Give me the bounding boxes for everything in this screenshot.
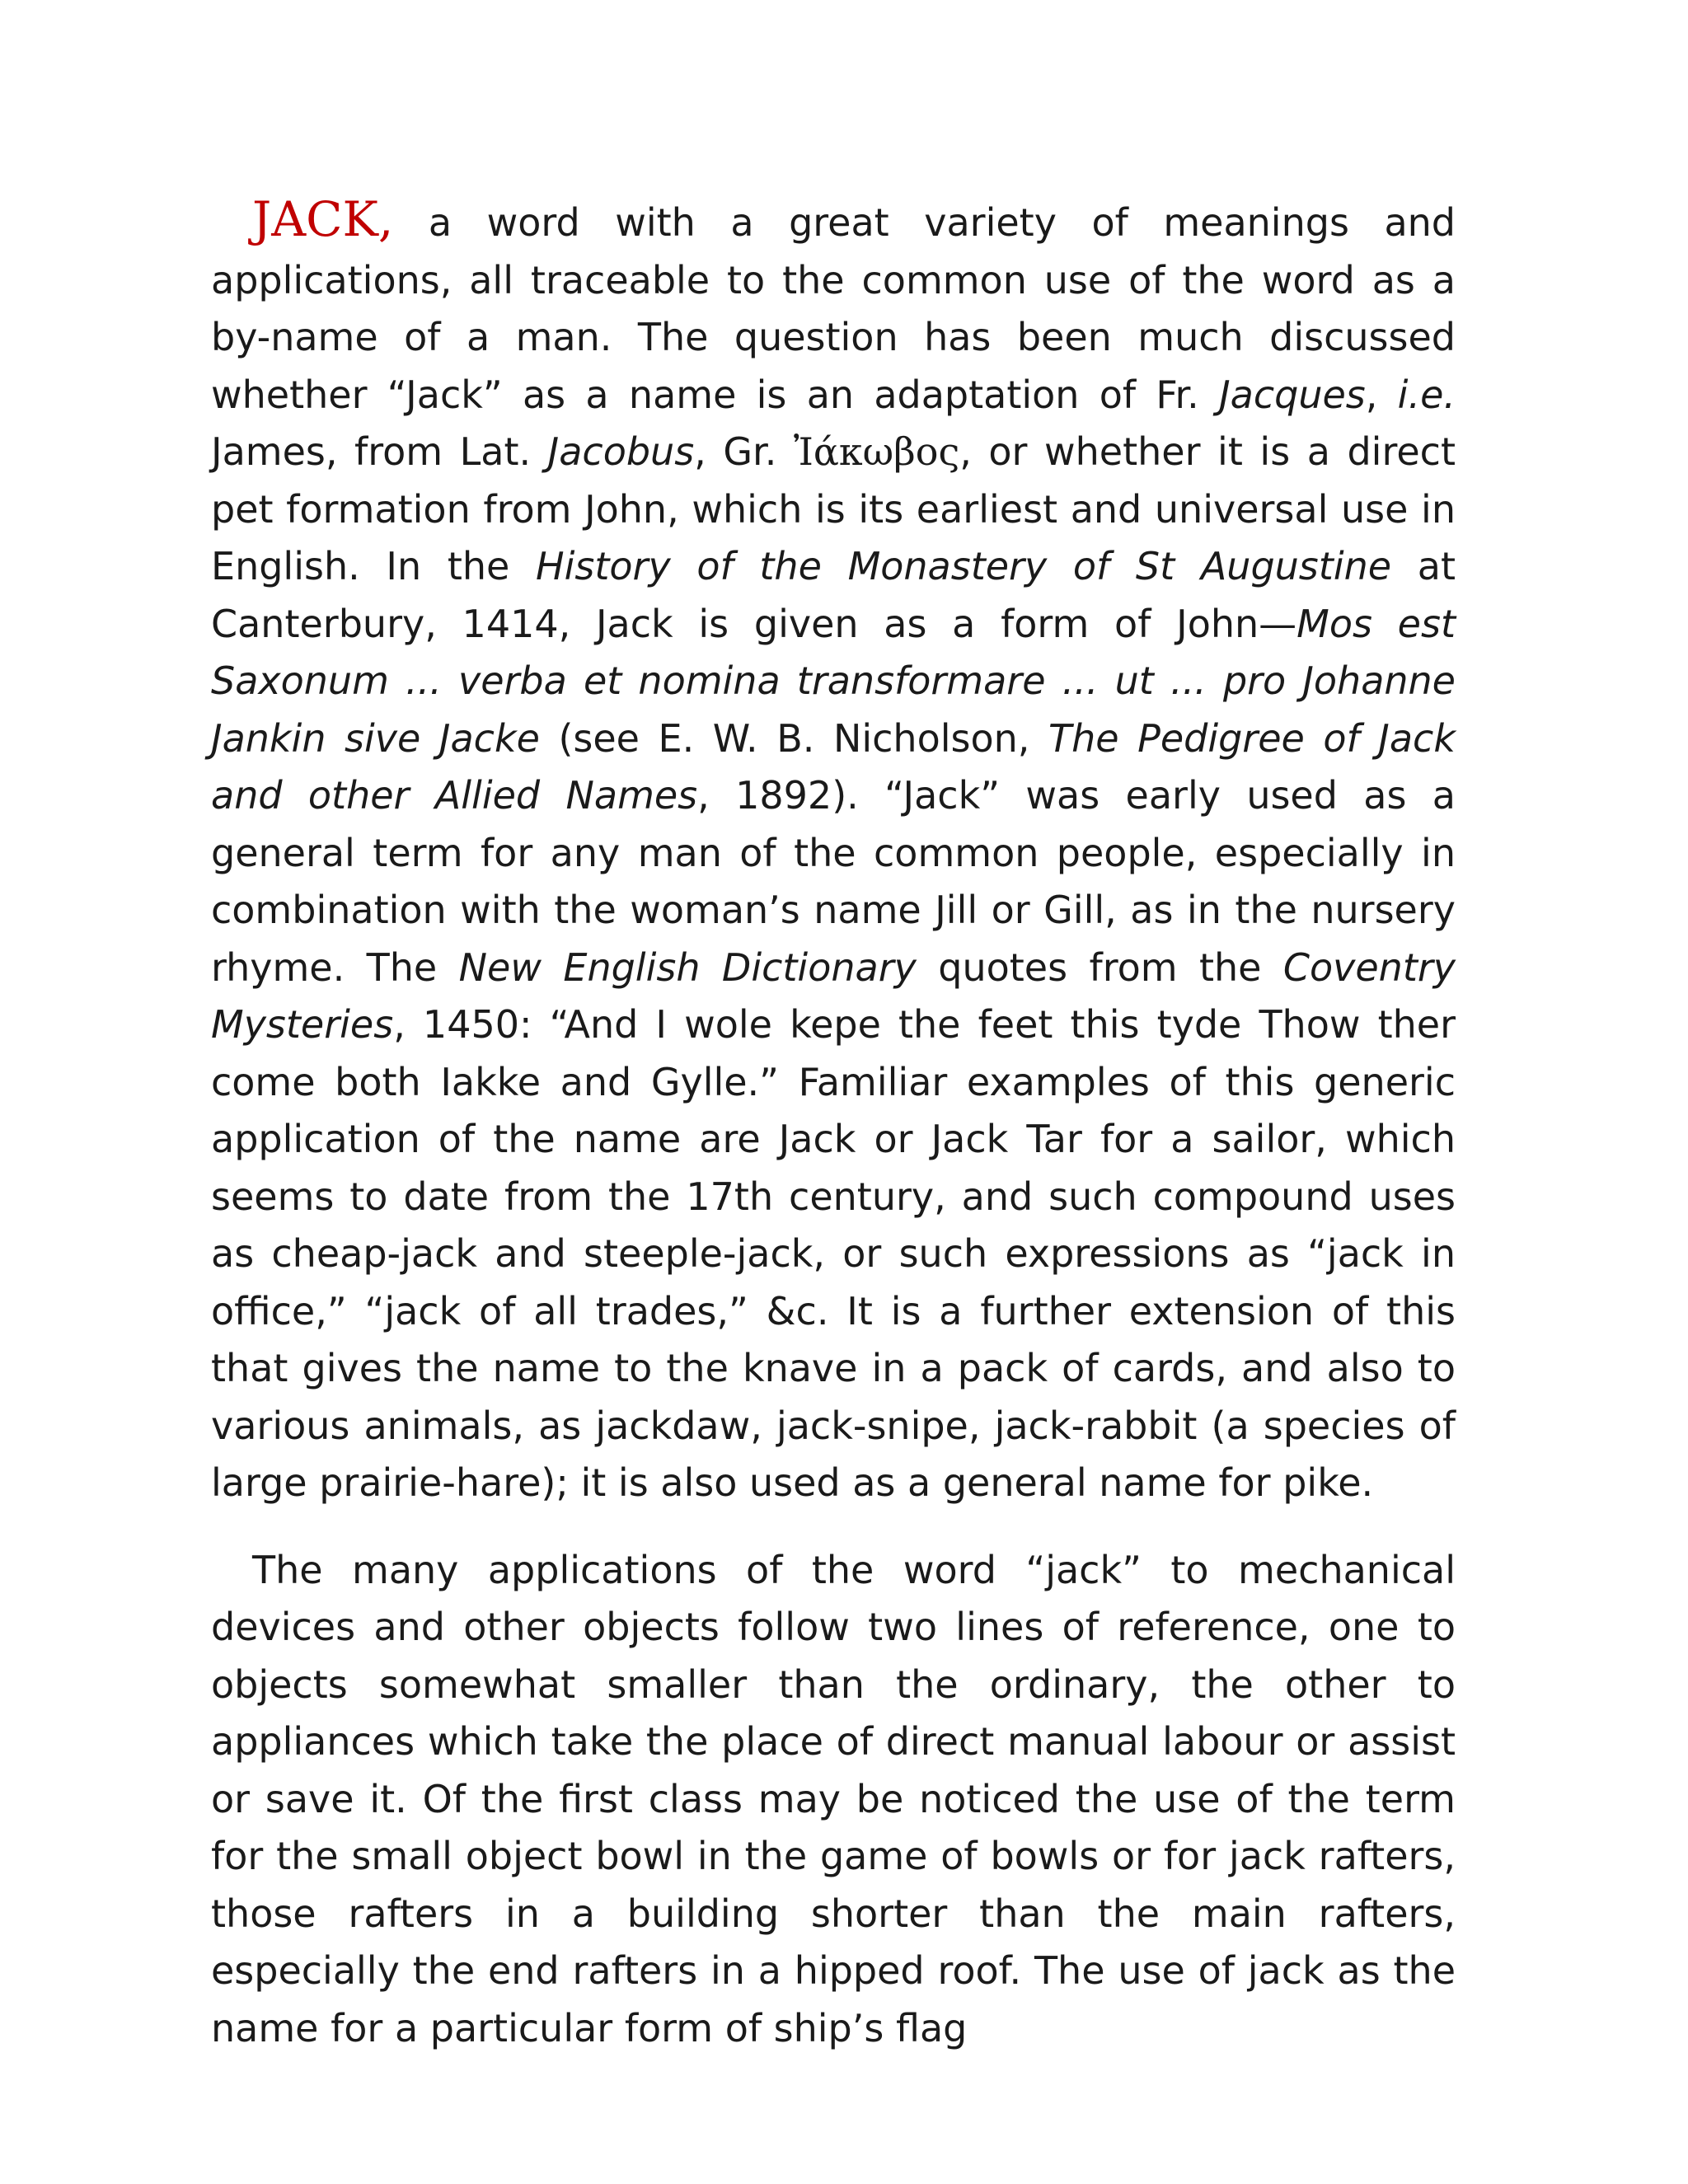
text-run: James, from Lat.	[211, 429, 548, 474]
italic-run: Jacobus	[547, 429, 695, 474]
headword: JACK,	[252, 191, 394, 247]
text-run: ,	[1365, 372, 1398, 417]
italic-run: Jacques	[1219, 372, 1366, 417]
italic-run: Mos est Saxonum ... verba et nomina transformare ... ut ... pro Johanne Jankin sive Jacke	[211, 601, 1456, 761]
italic-run: The Pedigree of Jack and other Allied Names	[211, 715, 1456, 818]
italic-run: New English Dictionary	[458, 944, 917, 990]
paragraph-2: The many applications of the word “jack” to mechanical devices and other objects follow two lines of reference, one to objects somewhat smaller than the ordinary, the other to appliances which take the place of direct manual labour or assist or save it. Of the first class may be noticed the use of the term for the small object bowl in the game of bowls or for jack rafters, those rafters in a building shorter than the main rafters, especially the end rafters in a hipped roof. The use of jack as the name for a particular form of ship’s flag	[211, 1547, 1456, 2050]
italic-run: History of the Monastery of St Augustine	[536, 544, 1392, 588]
text-run: at Canterbury, 1414, Jack is given as a form of John—	[211, 544, 1456, 646]
italic-run: Coventry Mysteries	[211, 944, 1456, 1047]
text-run: , Gr.	[694, 429, 794, 474]
text-run: a word with a great variety of meanings and applications, all traceable to the common use of the word as a by-name of a man. The question has been much discussed whether “Jack” as a name is an adaptation of Fr.	[211, 200, 1456, 417]
greek-word: Ἰάκωβος	[793, 429, 960, 474]
article-body	[211, 191, 1456, 2057]
paragraph-1	[211, 191, 1456, 1512]
text-run: , or whether it is a direct pet formation from John, which is its earliest and universal use in English. In the	[211, 429, 1456, 588]
text-run: (see E. W. B. Nicholson,	[539, 715, 1048, 761]
text-run: quotes from the	[916, 944, 1283, 990]
italic-run: i.e.	[1397, 372, 1456, 417]
text-run: , 1450: “And I wole kepe the feet this tyde Thow ther come both Iakke and Gylle.” Familiar examples of this generic application of the name are Jack or Jack Tar for a sailor, which seems to date from the 17th century, and such compound uses as cheap-jack and steeple-jack, or such expressions as “jack in office,” “jack of all trades,” &c. It is a further extension of this that gives the name to the knave in a pack of cards, and also to various animals, as jackdaw, jack-snipe, jack-rabbit (a species of large prairie-hare); it is also used as a general name for pike.	[211, 1002, 1456, 1505]
text-run: , 1892). “Jack” was early used as a general term for any man of the common people, especially in combination with the woman’s name Jill or Gill, as in the nursery rhyme. The	[211, 773, 1456, 990]
